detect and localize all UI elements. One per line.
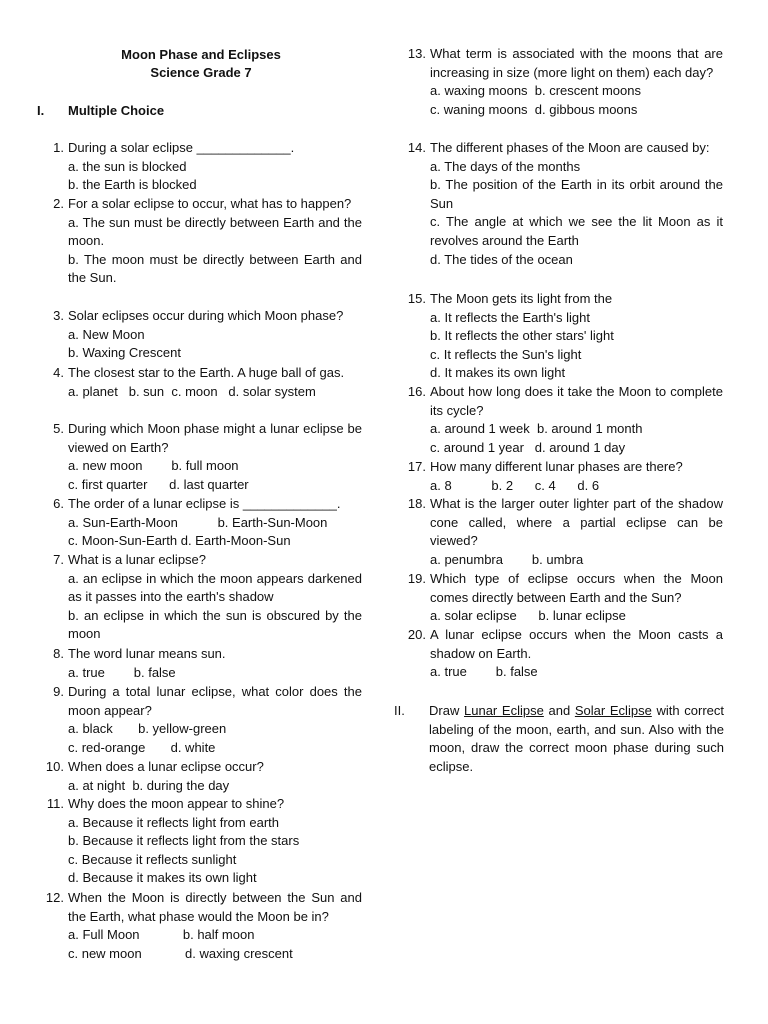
answer-option: a. solar eclipse b. lunar eclipse xyxy=(430,608,626,624)
question-stem: A lunar eclipse occurs when the Moon casts a shadow on Earth. xyxy=(430,627,723,661)
answer-option: a. Full Moon b. half moon xyxy=(68,927,255,943)
answer-option: b. an eclipse in which the sun is obscured by the moon xyxy=(68,607,362,642)
answer-option: d. Because it makes its own light xyxy=(68,870,257,886)
question-body xyxy=(68,195,362,288)
section-1-heading: Multiple Choice xyxy=(68,103,165,118)
question-stem: Why does the moon appear to shine? xyxy=(68,796,285,811)
question-stem: The different phases of the Moon are caused by: xyxy=(430,140,710,155)
answer-option: a. The days of the months xyxy=(430,158,581,174)
question-stem: What is the larger outer lighter part of the shadow cone called, where a partial eclipse can be viewed? xyxy=(430,496,723,549)
question-4 xyxy=(40,364,362,401)
section-1-numeral: I. xyxy=(37,103,45,118)
question-stem: Solar eclipses occur during which Moon phase? xyxy=(68,308,344,323)
question-body xyxy=(68,307,362,363)
question-body xyxy=(430,570,723,626)
answer-option: a. black b. yellow-green xyxy=(68,721,227,737)
question-stem: The order of a lunar eclipse is _____________. xyxy=(68,496,341,511)
question-stem: About how long does it take the Moon to complete its cycle? xyxy=(430,384,723,418)
question-number: 20. xyxy=(407,627,426,642)
answer-option: d. It makes its own light xyxy=(430,365,566,381)
answer-option: d. The tides of the ocean xyxy=(430,251,573,267)
question-number: 11. xyxy=(46,796,64,811)
question-number: 9. xyxy=(53,684,64,699)
answer-option: a. 8 b. 2 c. 4 d. 6 xyxy=(430,477,600,493)
question-3 xyxy=(40,307,362,363)
question-body xyxy=(68,683,362,757)
answer-option: c. new moon d. waxing crescent xyxy=(68,945,293,961)
question-7 xyxy=(40,551,362,644)
answer-option: a. It reflects the Earth's light xyxy=(430,309,590,325)
question-13 xyxy=(402,45,723,119)
answer-option: b. Because it reflects light from the stars xyxy=(68,833,300,849)
answer-option: c. The angle at which we see the lit Moon as it revolves around the Earth xyxy=(430,214,723,248)
question-body xyxy=(430,139,723,269)
answer-option: c. around 1 year d. around 1 day xyxy=(430,439,626,455)
question-2 xyxy=(40,195,362,288)
question-stem: The word lunar means sun. xyxy=(68,646,226,661)
question-19 xyxy=(402,570,723,626)
question-5 xyxy=(40,420,362,494)
question-20 xyxy=(402,626,723,682)
question-1 xyxy=(40,139,362,195)
answer-option: b. the Earth is blocked xyxy=(68,177,197,193)
answer-option: a. Sun-Earth-Moon b. Earth-Sun-Moon xyxy=(68,514,328,530)
question-stem: How many different lunar phases are there? xyxy=(430,459,683,474)
question-stem: What is a lunar eclipse? xyxy=(68,552,207,567)
answer-option: a. around 1 week b. around 1 month xyxy=(430,421,643,437)
question-body xyxy=(430,383,723,457)
answer-option: a. true b. false xyxy=(68,664,176,680)
question-number: 4. xyxy=(53,365,64,380)
question-body xyxy=(68,139,362,195)
section-2-instructions xyxy=(429,702,724,776)
section-2-text-3: with correct labeling of the moon, earth, and sun. Also with the moon, draw the correct moon phase during such eclipse. xyxy=(429,703,724,774)
answer-option: b. It reflects the other stars' light xyxy=(430,328,614,344)
question-stem: The Moon gets its light from the xyxy=(430,291,613,306)
question-stem: During a solar eclipse _____________. xyxy=(68,140,295,155)
answer-option: a. The sun must be directly between Earth and the moon. xyxy=(68,214,362,249)
section-2-text-1: Draw xyxy=(429,703,465,718)
question-number: 1. xyxy=(53,140,64,155)
question-number: 8. xyxy=(53,646,64,661)
worksheet-subtitle: Science Grade 7 xyxy=(150,65,252,80)
question-stem: For a solar eclipse to occur, what has to happen? xyxy=(68,196,352,211)
question-stem: Which type of eclipse occurs when the Moon comes directly between Earth and the Sun? xyxy=(430,571,723,605)
question-number: 10. xyxy=(45,759,64,774)
question-body xyxy=(68,551,362,644)
section-2-numeral: II. xyxy=(394,703,405,718)
answer-option: a. at night b. during the day xyxy=(68,777,230,793)
question-body xyxy=(430,290,723,383)
answer-option: a. true b. false xyxy=(430,664,538,680)
section-2-term-solar: Solar Eclipse xyxy=(574,703,652,718)
question-body xyxy=(68,645,362,682)
question-body xyxy=(430,458,723,495)
section-2-term-lunar: Lunar Eclipse xyxy=(464,703,544,718)
question-body xyxy=(430,626,723,682)
question-6 xyxy=(40,495,362,551)
answer-option: a. new moon b. full moon xyxy=(68,458,239,474)
question-stem: When does a lunar eclipse occur? xyxy=(68,759,264,774)
answer-option: a. Because it reflects light from earth xyxy=(68,814,279,830)
question-number: 15. xyxy=(407,291,426,306)
question-number: 2. xyxy=(53,196,64,211)
question-8 xyxy=(40,645,362,682)
question-stem: During a total lunar eclipse, what color does the moon appear? xyxy=(68,684,362,718)
question-body xyxy=(430,45,723,119)
answer-option: b. The position of the Earth in its orbit around the Sun xyxy=(430,177,723,211)
question-10 xyxy=(40,758,362,795)
section-2-text-2: and xyxy=(543,703,575,718)
question-body xyxy=(68,495,362,551)
answer-option: c. Because it reflects sunlight xyxy=(68,851,237,867)
question-stem: The closest star to the Earth. A huge ball of gas. xyxy=(68,365,345,380)
answer-option: a. planet b. sun c. moon d. solar system xyxy=(68,383,316,399)
answer-option: b. The moon must be directly between Earth and the Sun. xyxy=(68,251,362,286)
question-body xyxy=(430,495,723,569)
section-2 xyxy=(394,702,724,776)
question-number: 12. xyxy=(45,890,64,905)
answer-option: a. an eclipse in which the moon appears darkened as it passes into the earth's shadow xyxy=(68,570,362,605)
question-number: 16. xyxy=(407,384,426,399)
question-body xyxy=(68,364,362,401)
question-body xyxy=(68,420,362,494)
answer-option: a. New Moon xyxy=(68,326,145,342)
answer-option: a. the sun is blocked xyxy=(68,158,187,174)
question-number: 6. xyxy=(53,496,64,511)
answer-option: c. It reflects the Sun's light xyxy=(430,346,582,362)
answer-option: a. penumbra b. umbra xyxy=(430,551,584,567)
question-14 xyxy=(402,139,723,269)
question-body xyxy=(68,795,362,888)
question-number: 13. xyxy=(407,46,426,61)
question-stem: When the Moon is directly between the Sun and the Earth, what phase would the Moon be in? xyxy=(68,890,362,924)
question-number: 17. xyxy=(407,459,426,474)
answer-option: c. red-orange d. white xyxy=(68,739,216,755)
question-body xyxy=(68,758,362,795)
answer-option: c. Moon-Sun-Earth d. Earth-Moon-Sun xyxy=(68,533,291,549)
question-11 xyxy=(40,795,362,888)
answer-option: a. waxing moons b. crescent moons xyxy=(430,83,641,99)
question-9 xyxy=(40,683,362,757)
question-number: 19. xyxy=(407,571,426,586)
question-stem: What term is associated with the moons that are increasing in size (more light on them) each day? xyxy=(430,46,723,80)
question-body xyxy=(68,889,362,963)
question-number: 18. xyxy=(407,496,426,511)
question-18 xyxy=(402,495,723,569)
question-number: 7. xyxy=(53,552,64,567)
answer-option: c. first quarter d. last quarter xyxy=(68,476,249,492)
question-stem: During which Moon phase might a lunar eclipse be viewed on Earth? xyxy=(68,421,362,455)
question-number: 3. xyxy=(53,308,64,323)
question-15 xyxy=(402,290,723,383)
question-16 xyxy=(402,383,723,457)
worksheet-title: Moon Phase and Eclipses xyxy=(121,47,281,62)
question-17 xyxy=(402,458,723,495)
question-number: 5. xyxy=(53,421,64,436)
question-number: 14. xyxy=(407,140,426,155)
answer-option: b. Waxing Crescent xyxy=(68,345,181,361)
question-12 xyxy=(40,889,362,963)
answer-option: c. waning moons d. gibbous moons xyxy=(430,101,638,117)
